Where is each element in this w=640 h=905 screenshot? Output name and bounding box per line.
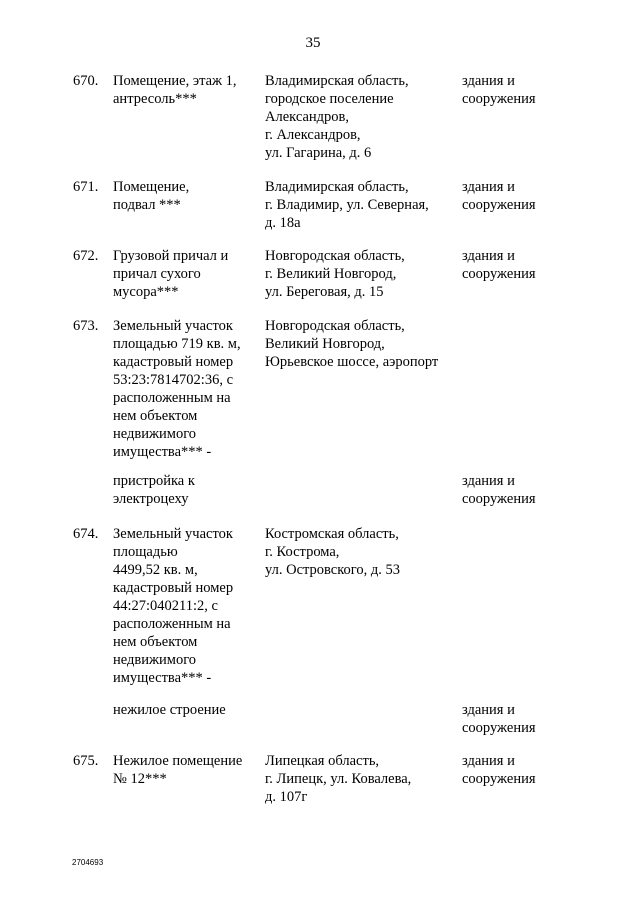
page-number: 35 bbox=[305, 35, 321, 51]
entry-address: Новгородская область, г. Великий Новгород, ул. Береговая, д. 15 bbox=[265, 248, 405, 300]
entry-type: здания и сооружения bbox=[462, 702, 536, 736]
entry-object-name: Земельный участок площадью 719 кв. м, кадастровый номер 53:23:7814702:36, с расположенным на нем объектом недвижимого имущества*** - bbox=[113, 318, 241, 460]
entry-number: 675. bbox=[73, 753, 99, 769]
entry-object-name: Грузовой причал и причал сухого мусора*** bbox=[113, 248, 229, 300]
entry-address: Костромская область, г. Кострома, ул. Островского, д. 53 bbox=[265, 526, 400, 578]
entry-type: здания и сооружения bbox=[462, 248, 536, 282]
entry-number: 671. bbox=[73, 179, 99, 195]
entry-number: 673. bbox=[73, 318, 99, 334]
entry-object-name: Земельный участок площадью 4499,52 кв. м, кадастровый номер 44:27:040211:2, с расположенным на нем объектом недвижимого имущества*** - bbox=[113, 526, 234, 686]
entry-type: здания и сооружения bbox=[462, 179, 536, 213]
entry-address: Липецкая область, г. Липецк, ул. Ковалева, д. 107г bbox=[265, 753, 412, 805]
entry-number: 672. bbox=[73, 248, 99, 264]
entry-address: Новгородская область, Великий Новгород, Юрьевское шоссе, аэропорт bbox=[265, 318, 439, 370]
entry-type: здания и сооружения bbox=[462, 73, 536, 107]
entry-object-name: нежилое строение bbox=[113, 702, 226, 718]
document-code: 2704693 bbox=[72, 858, 104, 867]
entry-type: здания и сооружения bbox=[462, 753, 536, 787]
entry-object-name: Помещение, этаж 1, антресоль*** bbox=[113, 73, 237, 107]
entry-number: 674. bbox=[73, 526, 99, 542]
entry-object-name: Помещение, подвал *** bbox=[113, 179, 190, 213]
entry-object-name: Нежилое помещение № 12*** bbox=[113, 753, 243, 787]
entry-type: здания и сооружения bbox=[462, 473, 536, 507]
entry-number: 670. bbox=[73, 73, 99, 89]
entry-address: Владимирская область, г. Владимир, ул. Северная, д. 18а bbox=[265, 179, 429, 231]
entry-object-name: пристройка к электроцеху bbox=[113, 473, 195, 507]
entry-address: Владимирская область, городское поселение Александров, г. Александров, ул. Гагарина, д. 6 bbox=[265, 73, 409, 161]
